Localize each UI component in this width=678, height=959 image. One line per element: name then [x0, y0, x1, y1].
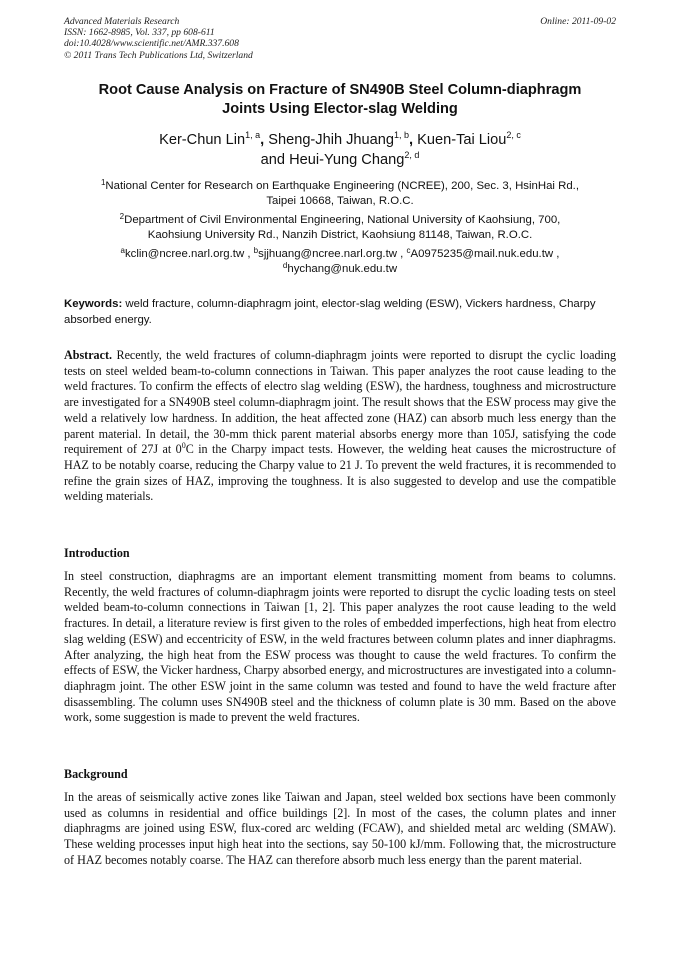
- affiliation-marker: 1: [100, 178, 106, 187]
- emails-line-2: [64, 262, 616, 277]
- author-emails: [64, 247, 616, 277]
- abstract-text-cont: C in the Charpy impact tests. However, the welding heat causes the microstructure of HAZ to be notably coarse, reducing the Charpy value to 21 J. To prevent the weld fractures, it is recommended to refine the grain sizes of HAZ, improving the toughness. It is also suggested to develop and use the compatible welding materials.: [64, 442, 616, 504]
- introduction-paragraph: In steel construction, diaphragms are an important element transmitting moment from beams to columns. Recently, the weld fractures of column-diaphragm joints were reported to disrupt the cyclic loading tests on steel welded beam-to-column connections in Taiwan [1, 2]. This paper analyzes the root cause leading to the weld fractures. In detail, a literature review is first given to the roles of embedded imperfections, high heat from electro slag welding (ESW) and eccentricity of ESW, in the weld fractures between column plates and inner diaphragms. After analyzing, the high heat from the ESW process was thought to cause the weld fractures. To confirm the effects of ESW, the Vicker hardness, Charpy absorbed energy, and microstructures are investigated into a column-diaphragm joint. The other ESW joint in the same column was tested and found to have the weld fracture after disassembling. The column uses SN490B steel and the thickness of column plate is 30 mm. Based on the above work, some suggestion is made to prevent the weld fractures.: [64, 569, 616, 725]
- author-list: [64, 130, 616, 170]
- section-heading-introduction: Introduction: [64, 546, 130, 560]
- journal-doi: doi:10.4028/www.scientific.net/AMR.337.608: [64, 38, 239, 50]
- affiliation-1-line-2: Taipei 10668, Taiwan, R.O.C.: [266, 195, 414, 207]
- email-link[interactable]: kclin@ncree.narl.org.tw: [124, 248, 245, 260]
- affiliation-text: Department of Civil Environmental Engineering, National University of Kaohsiung, 700,: [124, 214, 561, 226]
- section-heading-background: Background: [64, 767, 128, 781]
- abstract-label: Abstract.: [64, 348, 113, 362]
- affiliation-text: National Center for Research on Earthquake Engineering (NCREE), 200, Sec. 3, HsinHai Rd.,: [105, 180, 580, 192]
- affiliation-marker: 2: [119, 212, 125, 221]
- degree-superscript: 0: [181, 441, 186, 451]
- email-link[interactable]: A0975235@mail.nuk.edu.tw: [410, 248, 554, 260]
- background-paragraph: In the areas of seismically active zones like Taiwan and Japan, steel welded box sections have been commonly used as columns in residential and office buildings [2]. In most of the cases, the column plates and inner diaphragms are joined using ESW, flux-cored arc welding (FCAW), and shielded metal arc welding (SMAW). These welding processes input high heat into the sections, say 50-100 kJ/mm. Following that, the microstructure of HAZ becomes notably coarse. The HAZ can therefore absorb much less energy than the parent material.: [64, 790, 616, 867]
- keywords-label: Keywords:: [64, 298, 123, 310]
- author-name: Heui-Yung Chang: [289, 152, 405, 168]
- affiliation-1-line-1: [64, 179, 616, 194]
- journal-copyright: © 2011 Trans Tech Publications Ltd, Switzerland: [64, 49, 253, 61]
- author-name: Ker-Chun Lin: [159, 132, 246, 148]
- email-link[interactable]: hychang@nuk.edu.tw: [287, 263, 398, 275]
- affiliation-2-line-1: [64, 213, 616, 228]
- email-marker: d: [282, 261, 288, 270]
- email-marker: b: [253, 246, 259, 255]
- journal-issn: ISSN: 1662-8985, Vol. 337, pp 608-611: [64, 27, 215, 39]
- affiliation-1: [64, 179, 616, 209]
- paper-title: [64, 81, 616, 119]
- title-line-1: Root Cause Analysis on Fracture of SN490B Steel Column-diaphragm: [98, 82, 582, 98]
- email-marker: a: [120, 246, 125, 255]
- affiliation-2: [64, 213, 616, 243]
- author-name: Kuen-Tai Liou: [417, 132, 507, 148]
- author-affil-marker: 2, d: [404, 150, 420, 160]
- title-line-2: Joints Using Elector-slag Welding: [222, 101, 458, 117]
- journal-info: [64, 16, 424, 61]
- author-name: Sheng-Jhih Jhuang: [268, 132, 394, 148]
- emails-line-1: $^a$kclin@ncree.narl.org.tw , $^b$sjjhuang@ncree.narl.org.tw , $^c$A0975235@mail.nuk.edu.tw ,: [120, 246, 560, 260]
- journal-name: Advanced Materials Research: [64, 16, 180, 27]
- email-marker: c: [406, 246, 411, 255]
- keywords: [64, 296, 616, 328]
- authors-line-2: [64, 150, 616, 170]
- keywords-text: weld fracture, column-diaphragm joint, elector-slag welding (ESW), Vickers hardness, Charpy absorbed energy.: [64, 298, 596, 326]
- email-link[interactable]: sjjhuang@ncree.narl.org.tw: [258, 248, 397, 260]
- abstract: [64, 348, 616, 505]
- online-date: Online: 2011-09-02: [540, 16, 616, 27]
- abstract-text: Recently, the weld fractures of column-diaphragm joints were reported to disrupt the cyclic loading tests on steel welded beam-to-column connections in Taiwan. This paper analyzes the root cause leading to the weld fractures. To confirm the effects of electro slag welding (ESW), the hardness, toughness and microstructure are investigated for a SN490B steel column-diaphragm joint. The result shows that the ESW process may give the weld a relatively low hardness. In addition, the heat affected zone (HAZ) can absorb much less energy than the parent material. In detail, the 30-mm thick parent material absorbs energy more than 105J, satisfying the code requirement of 27J at 0: [64, 348, 616, 457]
- author-conjunction: and: [260, 152, 286, 168]
- authors-line-1: Ker-Chun Lin$^{1, a}$, Sheng-Jhih Jhuang$^{1, b}$, Kuen-Tai Liou$^{2, c}$: [159, 130, 521, 148]
- affiliation-2-line-2: Kaohsiung University Rd., Nanzih District, Kaohsiung 81148, Taiwan, R.O.C.: [147, 229, 533, 241]
- author-affil-marker: 2, c: [506, 130, 521, 140]
- author-affil-marker: 1, b: [394, 130, 410, 140]
- author-affil-marker: 1, a: [245, 130, 261, 140]
